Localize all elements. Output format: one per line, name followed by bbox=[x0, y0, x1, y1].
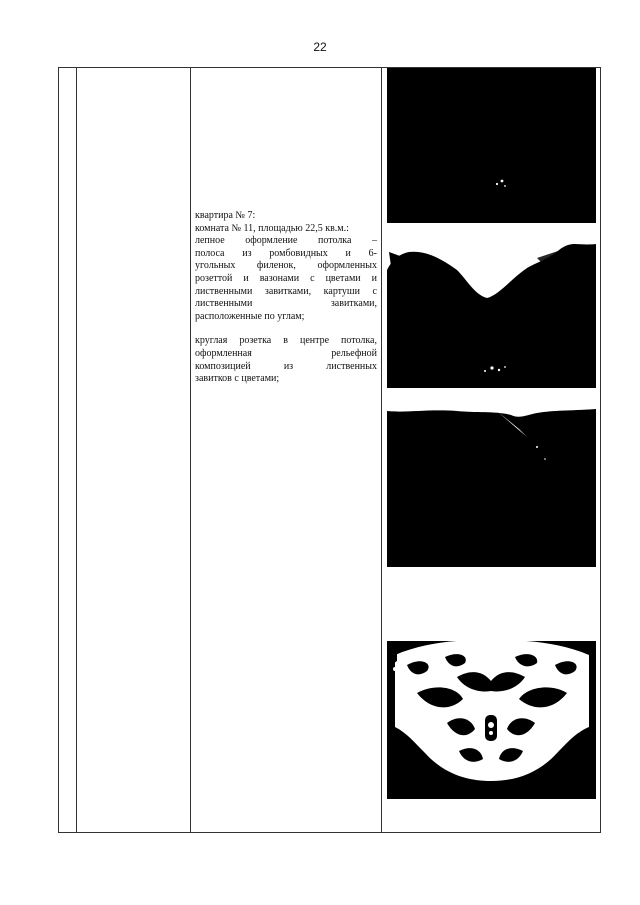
element-description bbox=[195, 210, 377, 386]
description-line: угольных филенок, оформленных bbox=[195, 260, 377, 272]
description-line: полоса из ромбовидных и 6- bbox=[195, 247, 377, 259]
description-line: лиственными завитками, картуши с bbox=[195, 285, 377, 297]
description-line: квартира № 7: bbox=[195, 210, 256, 221]
description-line: розеттой и вазонами с цветами и bbox=[195, 272, 377, 284]
ceiling-rosette-photo bbox=[387, 641, 596, 799]
ceiling-photo-corner bbox=[387, 240, 596, 388]
column-divider bbox=[381, 68, 382, 832]
ceiling-photo-dark bbox=[387, 68, 596, 223]
monument-table bbox=[58, 67, 601, 833]
column-divider bbox=[76, 68, 77, 832]
description-line: круглая розетка в центре потолка, bbox=[195, 335, 377, 347]
description-line: расположенные по углам; bbox=[195, 310, 305, 322]
ceiling-photo-dark-edge bbox=[387, 407, 596, 567]
description-line: лиственными завитками, bbox=[195, 298, 377, 310]
description-line: композицией из лиственных bbox=[195, 360, 377, 372]
description-line: завитков с цветами; bbox=[195, 373, 280, 385]
column-divider bbox=[190, 68, 191, 832]
description-line: комната № 11, площадью 22,5 кв.м.: bbox=[195, 222, 349, 234]
description-line: оформленная рельефной bbox=[195, 347, 377, 359]
description-line: лепное оформление потолка – bbox=[195, 235, 377, 247]
page-number: 22 bbox=[313, 40, 327, 54]
